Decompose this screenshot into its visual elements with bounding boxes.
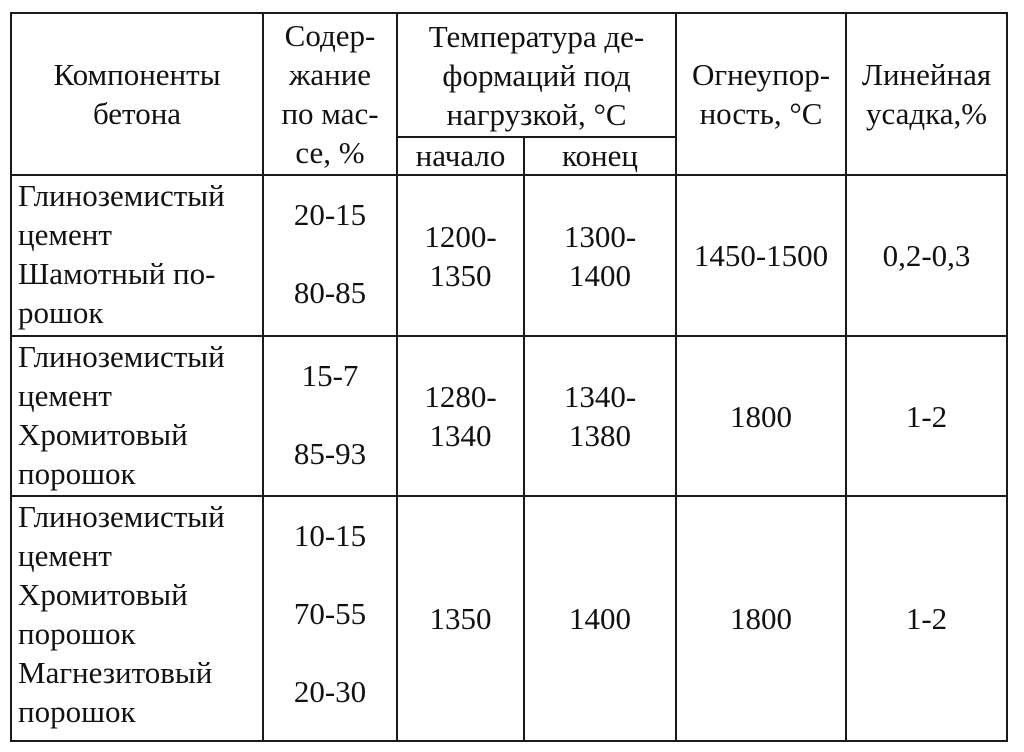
cell-end: 1400 (524, 496, 676, 741)
cell-mass: 10-15 70-55 20-30 (263, 496, 397, 741)
cell-mass: 15-7 85-93 (263, 336, 397, 496)
cell-start: 1280- 1340 (397, 336, 524, 496)
cell-end: 1300- 1400 (524, 175, 676, 335)
cell-components: Глиноземистый цемент Хромитовый порошок Магнезитовый порошок (11, 496, 263, 741)
header-shrinkage: Линейная усадка,% (846, 13, 1007, 175)
header-mass: Содер- жание по мас- се, % (263, 13, 397, 175)
table-row (11, 496, 1007, 741)
cell-refractoriness: 1800 (676, 496, 846, 741)
cell-start: 1200- 1350 (397, 175, 524, 335)
table-row (11, 336, 1007, 496)
cell-refractoriness: 1450-1500 (676, 175, 846, 335)
cell-components: Глиноземистый цемент Хромитовый порошок (11, 336, 263, 496)
header-refractoriness: Огнеупор- ность, °С (676, 13, 846, 175)
cell-shrinkage: 1-2 (846, 336, 1007, 496)
header-row (11, 13, 1007, 137)
cell-mass: 20-15 80-85 (263, 175, 397, 335)
header-deformation: Температура де- формаций под нагрузкой, °С (397, 13, 676, 137)
table-row (11, 175, 1007, 335)
header-start: начало (397, 137, 524, 175)
cell-refractoriness: 1800 (676, 336, 846, 496)
cell-components: Глиноземистый цемент Шамотный по- рошок (11, 175, 263, 335)
header-components: Компоненты бетона (11, 13, 263, 175)
cell-shrinkage: 0,2-0,3 (846, 175, 1007, 335)
concrete-properties-table (10, 12, 1008, 742)
header-end: конец (524, 137, 676, 175)
cell-shrinkage: 1-2 (846, 496, 1007, 741)
cell-start: 1350 (397, 496, 524, 741)
cell-end: 1340- 1380 (524, 336, 676, 496)
